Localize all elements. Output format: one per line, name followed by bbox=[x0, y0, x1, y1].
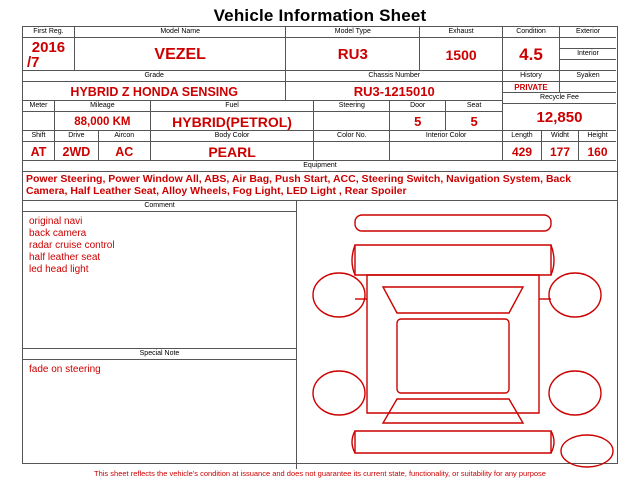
height-cell bbox=[579, 131, 616, 161]
seat-value: 5 bbox=[470, 114, 478, 129]
body-color-cell bbox=[151, 131, 315, 161]
height-label: Height bbox=[579, 131, 616, 142]
shift-cell bbox=[23, 131, 55, 161]
exhaust-cell bbox=[420, 27, 502, 71]
special-note-block bbox=[23, 349, 296, 469]
grade-cell bbox=[23, 71, 286, 101]
wheel-rear-left bbox=[313, 371, 365, 415]
length-value: 429 bbox=[511, 144, 533, 159]
dimensions-row bbox=[503, 131, 617, 161]
model-type-label: Model Type bbox=[286, 27, 419, 38]
front-bumper-shape bbox=[355, 215, 551, 231]
model-name-label: Model Name bbox=[75, 27, 286, 38]
chassis-value: RU3-1215010 bbox=[353, 84, 435, 99]
recycle-fee-cell bbox=[503, 93, 616, 131]
condition-row bbox=[503, 27, 617, 71]
model-name-cell bbox=[75, 27, 287, 71]
exterior-label: Exterior bbox=[560, 27, 616, 38]
interior-color-value bbox=[390, 142, 502, 161]
interior-color-cell bbox=[390, 131, 502, 161]
shift-row bbox=[23, 131, 502, 161]
width-label: Widht bbox=[542, 131, 578, 142]
mileage-cell bbox=[55, 101, 151, 131]
equipment-text: Power Steering, Power Window All, ABS, Air Bag, Push Start, ACC, Steering Switch, Navigation System, Back Camera, Half Leather Seat, Alloy Wheels, Fog Light, LED Light , Rear Spoiler bbox=[26, 173, 572, 197]
condition-block bbox=[503, 27, 617, 161]
first-reg-cell bbox=[23, 27, 75, 71]
grade-label: Grade bbox=[23, 71, 285, 82]
comment-line: led head light bbox=[29, 264, 89, 275]
model-name-value: VEZEL bbox=[154, 45, 206, 63]
comment-text bbox=[23, 212, 296, 280]
aircon-cell bbox=[99, 131, 151, 161]
meter-label: Meter bbox=[23, 101, 54, 112]
length-label: Length bbox=[503, 131, 541, 142]
first-reg-month: /7 bbox=[27, 53, 40, 71]
special-note-label: Special Note bbox=[23, 349, 296, 360]
comment-line: back camera bbox=[29, 228, 87, 239]
top-section bbox=[23, 27, 617, 161]
hood-shape bbox=[355, 245, 551, 275]
recycle-row bbox=[503, 93, 617, 131]
vehicle-diagram-svg bbox=[297, 201, 617, 469]
condition-cell bbox=[503, 27, 560, 71]
first-reg-year: 2016 bbox=[31, 38, 66, 56]
exhaust-value: 1500 bbox=[445, 46, 477, 63]
interior-cell bbox=[560, 49, 616, 71]
roof-shape bbox=[397, 319, 509, 393]
special-note-text bbox=[23, 360, 296, 380]
chassis-label: Chassis Number bbox=[286, 71, 502, 82]
interior-color-label: Interior Color bbox=[390, 131, 502, 142]
spare-wheel-shape bbox=[561, 435, 613, 467]
history-label: History bbox=[503, 71, 559, 82]
syaken-value bbox=[560, 82, 616, 93]
comment-column bbox=[23, 201, 297, 469]
fuel-value: HYBRID(PETROL) bbox=[172, 113, 292, 130]
interior-value bbox=[560, 60, 616, 71]
rear-window-shape bbox=[383, 399, 523, 423]
history-value: PRIVATE bbox=[514, 83, 548, 92]
comment-label: Comment bbox=[23, 201, 296, 212]
lower-section bbox=[23, 201, 617, 469]
shift-label: Shift bbox=[23, 131, 54, 142]
sheet-frame bbox=[22, 26, 618, 464]
interior-label: Interior bbox=[560, 49, 616, 60]
exterior-interior-group bbox=[560, 27, 616, 71]
mileage-value: 88,000 KM bbox=[74, 115, 131, 128]
drive-cell bbox=[55, 131, 99, 161]
wheel-rear-right bbox=[549, 371, 601, 415]
comment-block bbox=[23, 201, 296, 349]
mileage-label: Mileage bbox=[55, 101, 150, 112]
syaken-label: Syaken bbox=[560, 71, 616, 82]
comment-line: original navi bbox=[29, 216, 83, 227]
windshield-shape bbox=[383, 287, 523, 313]
equipment-section bbox=[23, 161, 617, 201]
seat-label: Seat bbox=[446, 101, 502, 112]
model-type-value: RU3 bbox=[337, 46, 368, 63]
special-note-line: fade on steering bbox=[29, 364, 101, 375]
meter-value bbox=[23, 112, 54, 131]
steering-cell bbox=[314, 101, 390, 131]
equipment-label: Equipment bbox=[23, 161, 617, 172]
chassis-cell bbox=[286, 71, 502, 101]
aircon-label: Aircon bbox=[99, 131, 150, 142]
condition-value: 4.5 bbox=[519, 44, 543, 64]
meter-row bbox=[23, 101, 502, 131]
body-color-label: Body Color bbox=[151, 131, 314, 142]
grade-row bbox=[23, 71, 502, 101]
door-label: Door bbox=[390, 101, 445, 112]
exterior-cell bbox=[560, 27, 616, 49]
grade-value: HYBRID Z HONDA SENSING bbox=[70, 84, 239, 99]
exterior-value bbox=[560, 38, 616, 49]
disclaimer-text: This sheet reflects the vehicle's condition at issuance and does not guarantee its current state, functionality, or suitability for any purpose bbox=[94, 469, 546, 478]
model-type-cell bbox=[286, 27, 420, 71]
recycle-fee-label: Recycle Fee bbox=[503, 93, 616, 104]
color-no-cell bbox=[314, 131, 390, 161]
steering-value bbox=[314, 112, 389, 131]
page-title: Vehicle Information Sheet bbox=[213, 6, 427, 25]
wheel-front-left bbox=[313, 273, 365, 317]
wheel-front-right bbox=[549, 273, 601, 317]
door-value: 5 bbox=[414, 114, 422, 129]
exhaust-label: Exhaust bbox=[420, 27, 502, 38]
color-no-value bbox=[314, 142, 389, 161]
color-no-label: Color No. bbox=[314, 131, 389, 142]
comment-line: half leather seat bbox=[29, 252, 101, 263]
condition-label: Condition bbox=[503, 27, 559, 38]
seat-cell bbox=[446, 101, 502, 131]
vehicle-diagram bbox=[297, 201, 617, 469]
width-value: 177 bbox=[549, 144, 571, 159]
door-cell bbox=[390, 101, 446, 131]
recycle-fee-value: 12,850 bbox=[536, 109, 583, 126]
width-cell bbox=[542, 131, 579, 161]
height-value: 160 bbox=[587, 144, 608, 159]
fuel-cell bbox=[151, 101, 315, 131]
left-block bbox=[23, 27, 503, 161]
first-reg-label: First Reg. bbox=[23, 27, 74, 38]
rear-body-shape bbox=[355, 431, 551, 453]
fuel-label: Fuel bbox=[151, 101, 314, 112]
syaken-cell bbox=[560, 71, 616, 93]
history-cell bbox=[503, 71, 560, 93]
registration-row bbox=[23, 27, 502, 71]
comment-line: radar cruise control bbox=[29, 240, 115, 251]
shift-value: AT bbox=[30, 144, 47, 159]
aircon-value: AC bbox=[115, 144, 134, 159]
length-cell bbox=[503, 131, 542, 161]
history-row bbox=[503, 71, 617, 93]
cabin-shape bbox=[367, 275, 539, 413]
drive-value: 2WD bbox=[62, 144, 91, 159]
meter-cell bbox=[23, 101, 55, 131]
body-color-value: PEARL bbox=[208, 143, 256, 160]
drive-label: Drive bbox=[55, 131, 98, 142]
steering-label: Steering bbox=[314, 101, 389, 112]
